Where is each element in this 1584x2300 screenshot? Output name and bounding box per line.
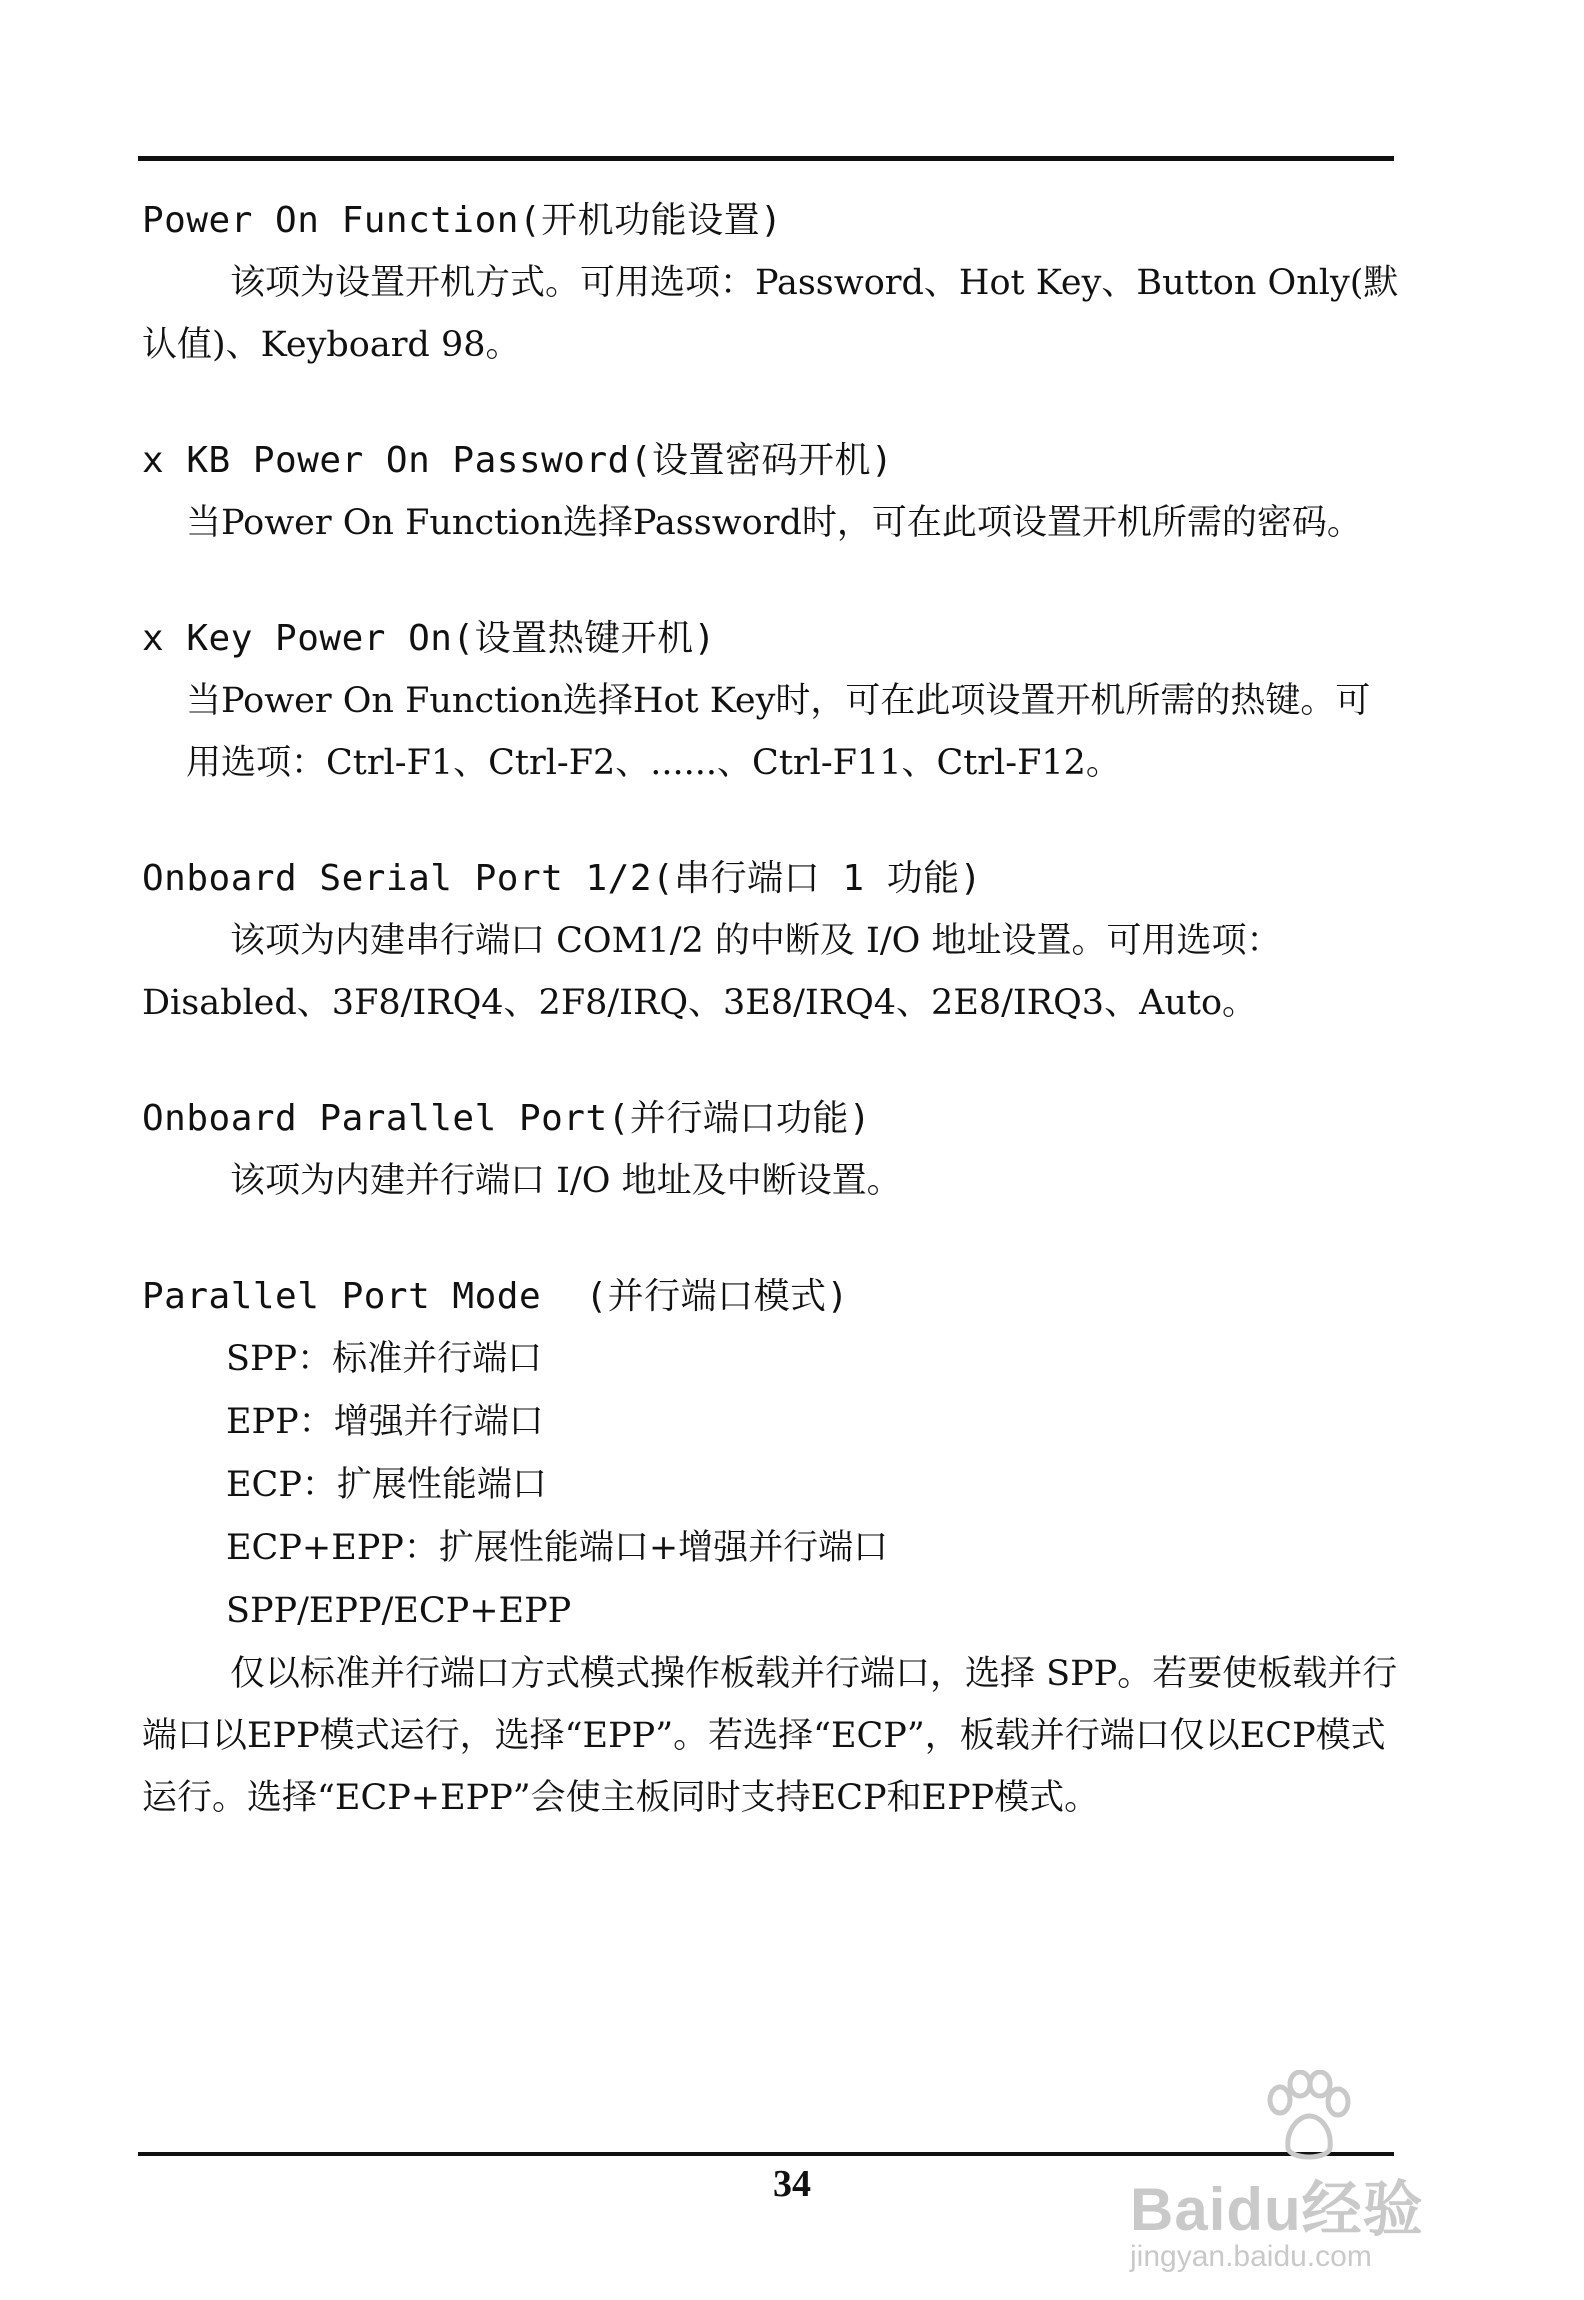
list-item: EPP：增强并行端口	[226, 1402, 544, 1442]
section-onboard-parallel-port	[142, 1088, 1402, 1212]
list-item: ECP：扩展性能端口	[226, 1465, 547, 1505]
section-onboard-serial-port	[142, 848, 1402, 1034]
section-heading: Onboard Serial Port 1/2(串行端口 1 功能)	[142, 858, 982, 899]
top-rule	[138, 156, 1394, 161]
section-kb-power-on-password	[142, 430, 1402, 554]
watermark-brand: Baidu经验	[1130, 2176, 1424, 2243]
section-body: 该项为内建串行端口 COM1/2 的中断及 I/O 地址设置。可用选项：Disabled、3F8/IRQ4、2F8/IRQ、3E8/IRQ4、2E8/IRQ3、Auto。	[142, 921, 1282, 1023]
watermark-url: jingyan.baidu.com	[1130, 2240, 1372, 2273]
section-parallel-port-mode	[142, 1266, 1402, 1829]
mode-list	[142, 1328, 1402, 1643]
list-item: ECP+EPP：扩展性能端口+增强并行端口	[226, 1528, 889, 1568]
list-item: SPP/EPP/ECP+EPP	[226, 1591, 572, 1631]
page-content	[142, 190, 1402, 1883]
section-heading: x KB Power On Password(设置密码开机)	[142, 440, 894, 481]
section-heading: Onboard Parallel Port(并行端口功能)	[142, 1098, 871, 1139]
section-body: 当Power On Function选择Password时，可在此项设置开机所需的密码。	[186, 503, 1362, 543]
section-body: 该项为内建并行端口 I/O 地址及中断设置。	[230, 1161, 902, 1201]
section-body: 当Power On Function选择Hot Key时，可在此项设置开机所需的热键。可用选项：Ctrl-F1、Ctrl-F2、......、Ctrl-F11、Ctrl-F12。	[186, 681, 1371, 783]
section-key-power-on	[142, 608, 1402, 794]
page-number: 34	[773, 2163, 811, 2205]
section-heading: x Key Power On(设置热键开机)	[142, 618, 716, 659]
section-heading: Power On Function(开机功能设置)	[142, 200, 783, 241]
list-item: SPP：标准并行端口	[226, 1339, 543, 1379]
paw-icon	[1258, 2070, 1358, 2166]
section-power-on-function	[142, 190, 1402, 376]
section-heading: Parallel Port Mode (并行端口模式)	[142, 1276, 849, 1317]
section-body: 仅以标准并行端口方式模式操作板载并行端口，选择 SPP。若要使板载并行端口以EPP模式运行，选择“EPP”。若选择“ECP”，板载并行端口仅以ECP模式运行。选择“ECP+EPP”会使主板同时支持ECP和EPP模式。	[142, 1654, 1398, 1818]
section-body: 该项为设置开机方式。可用选项：Password、Hot Key、Button Only(默认值)、Keyboard 98。	[142, 263, 1399, 365]
baidu-watermark	[1130, 2070, 1490, 2273]
